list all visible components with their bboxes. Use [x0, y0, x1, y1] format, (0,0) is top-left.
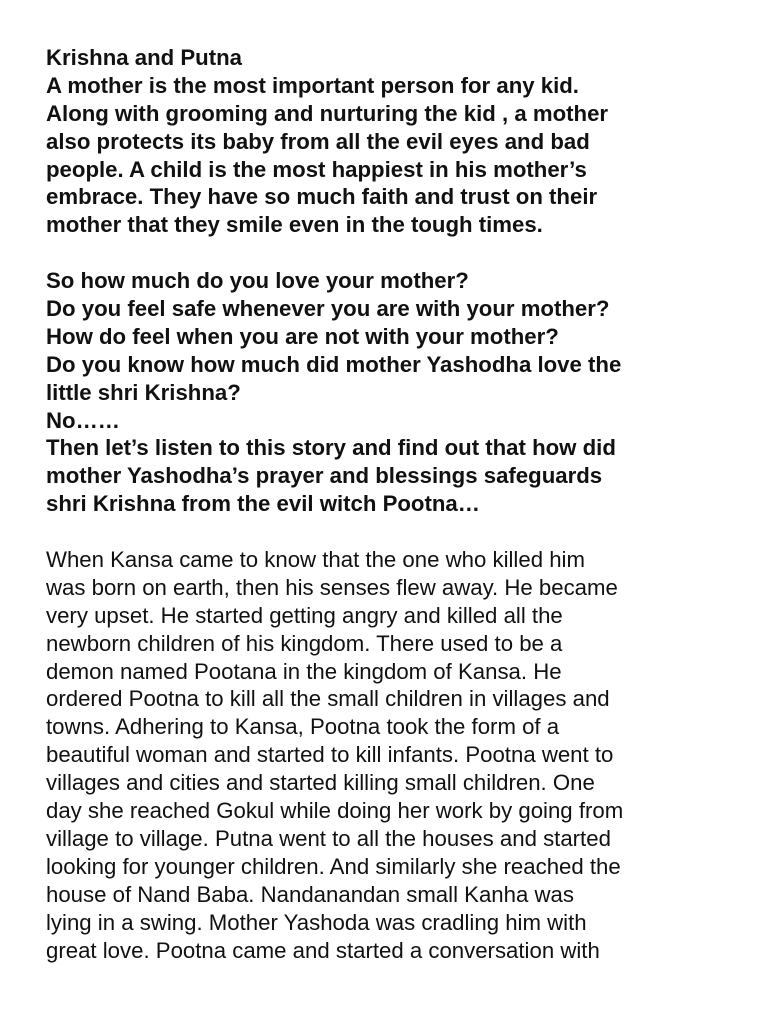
question-line: So how much do you love your mother? — [46, 268, 469, 294]
question-line: little shri Krishna? — [46, 379, 241, 405]
story-line: village to village. Putna went to all the houses and started — [46, 825, 611, 851]
intro-line: mother that they smile even in the tough times. — [46, 212, 543, 238]
intro-line: Along with grooming and nurturing the kid , a mother — [46, 100, 609, 126]
story-paragraph — [46, 546, 746, 964]
story-line: lying in a swing. Mother Yashoda was cradling him with — [46, 909, 587, 935]
question-line: shri Krishna from the evil witch Pootna… — [46, 491, 480, 517]
intro-line: embrace. They have so much faith and trust on their — [46, 184, 598, 210]
question-line: mother Yashodha’s prayer and blessings safeguards — [46, 463, 603, 489]
document-page — [46, 44, 746, 964]
story-line: ordered Pootna to kill all the small children in villages and — [46, 686, 610, 712]
paragraph-gap — [46, 518, 746, 546]
intro-line: also protects its baby from all the evil eyes and bad — [46, 128, 590, 154]
question-line: How do feel when you are not with your mother? — [46, 323, 559, 349]
story-line: looking for younger children. And similarly she reached the — [46, 853, 621, 879]
story-line: very upset. He started getting angry and killed all the — [46, 602, 563, 628]
questions-paragraph — [46, 267, 746, 518]
story-line: beautiful woman and started to kill infants. Pootna went to — [46, 742, 614, 768]
question-line: Do you feel safe whenever you are with your mother? — [46, 296, 610, 322]
question-line: Do you know how much did mother Yashodha love the — [46, 351, 622, 377]
story-line: house of Nand Baba. Nandanandan small Kanha was — [46, 881, 574, 907]
story-line: When Kansa came to know that the one who killed him — [46, 547, 585, 573]
question-line: Then let’s listen to this story and find out that how did — [46, 435, 616, 461]
story-line: great love. Pootna came and started a conversation with — [46, 937, 600, 963]
story-line: villages and cities and started killing small children. One — [46, 770, 595, 796]
story-line: was born on earth, then his senses flew away. He became — [46, 574, 618, 600]
intro-line: people. A child is the most happiest in his mother’s — [46, 156, 587, 182]
story-line: demon named Pootana in the kingdom of Kansa. He — [46, 658, 562, 684]
question-line: No…… — [46, 407, 120, 433]
intro-paragraph — [46, 72, 746, 239]
document-title: Krishna and Putna — [46, 45, 243, 70]
paragraph-gap — [46, 239, 746, 267]
story-line: day she reached Gokul while doing her work by going from — [46, 798, 624, 824]
intro-line: A mother is the most important person for any kid. — [46, 72, 579, 98]
story-line: towns. Adhering to Kansa, Pootna took the form of a — [46, 714, 560, 740]
story-line: newborn children of his kingdom. There used to be a — [46, 630, 563, 656]
